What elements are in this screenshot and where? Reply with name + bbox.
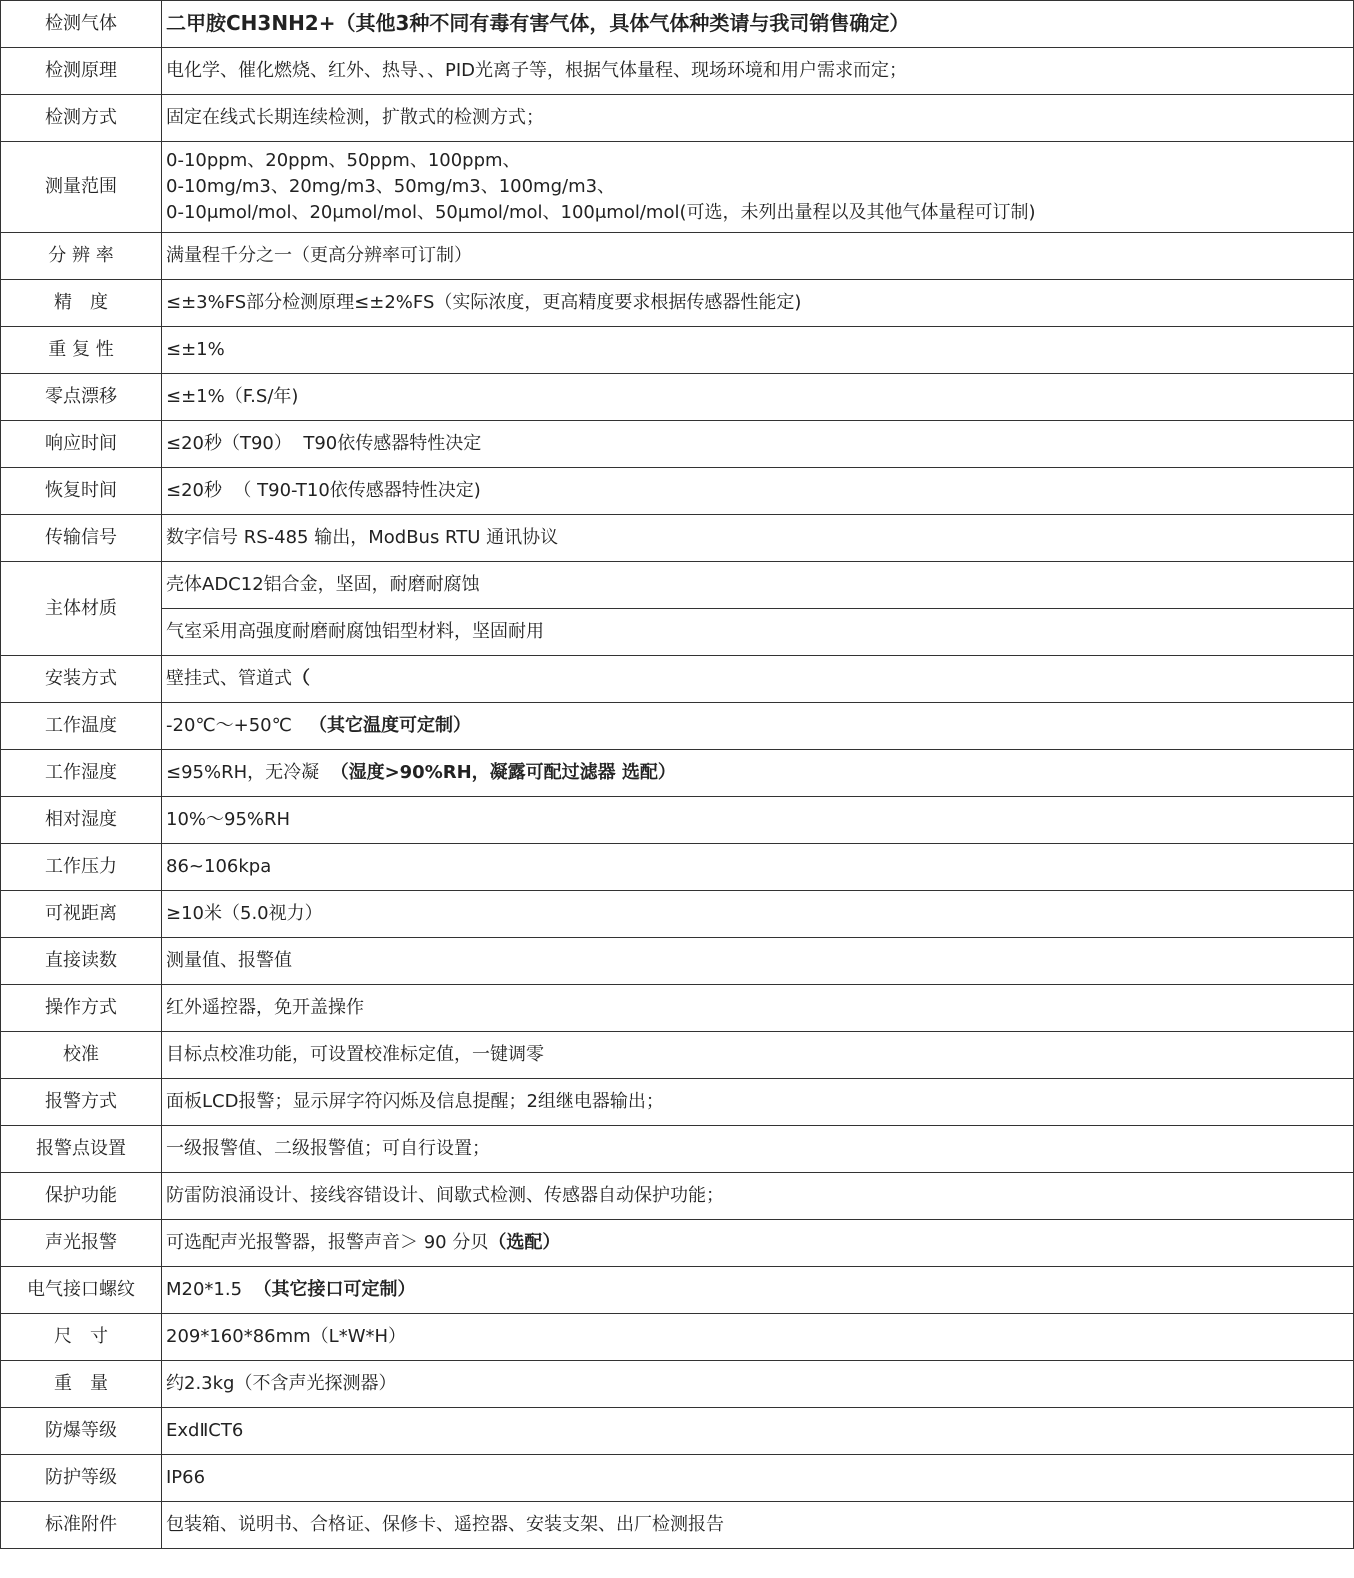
spec-row — [1, 95, 1354, 142]
spec-value-text: ≤20秒（T90） T90依传感器特性决定 — [166, 433, 482, 454]
spec-row — [1, 1173, 1354, 1220]
spec-value — [162, 985, 1354, 1032]
spec-value-text: ≤±1% — [166, 339, 225, 360]
spec-label: 报警方式 — [1, 1079, 162, 1126]
spec-row — [1, 750, 1354, 797]
spec-value-text: ≥10米（5.0视力） — [166, 903, 323, 924]
spec-row — [1, 1267, 1354, 1314]
spec-value-text: 防雷防浪涌设计、接线容错设计、间歇式检测、传感器自动保护功能； — [166, 1185, 724, 1206]
spec-row — [1, 374, 1354, 421]
spec-value — [162, 1267, 1354, 1314]
spec-label: 防护等级 — [1, 1455, 162, 1502]
spec-label: 精 度 — [1, 280, 162, 327]
spec-row — [1, 656, 1354, 703]
spec-value-text: 测量值、报警值 — [166, 950, 292, 971]
spec-label: 安装方式 — [1, 656, 162, 703]
spec-row — [1, 609, 1354, 656]
spec-value — [162, 327, 1354, 374]
spec-value-text: M20*1.5 — [166, 1279, 254, 1300]
spec-value — [162, 1126, 1354, 1173]
spec-label: 分 辨 率 — [1, 233, 162, 280]
spec-value — [162, 374, 1354, 421]
spec-value — [162, 844, 1354, 891]
spec-label: 防爆等级 — [1, 1408, 162, 1455]
spec-value — [162, 609, 1354, 656]
spec-row — [1, 797, 1354, 844]
spec-row — [1, 142, 1354, 233]
spec-row — [1, 1032, 1354, 1079]
spec-value — [162, 1173, 1354, 1220]
spec-value-text: 电化学、催化燃烧、红外、热导、、PID光离子等，根据气体量程、现场环境和用户需求而定； — [166, 60, 908, 81]
spec-label: 工作湿度 — [1, 750, 162, 797]
spec-value — [162, 1, 1354, 48]
spec-row — [1, 562, 1354, 609]
spec-row — [1, 891, 1354, 938]
spec-label: 传输信号 — [1, 515, 162, 562]
spec-value — [162, 233, 1354, 280]
spec-value — [162, 142, 1354, 233]
spec-label: 可视距离 — [1, 891, 162, 938]
spec-label: 工作压力 — [1, 844, 162, 891]
spec-row — [1, 1079, 1354, 1126]
spec-value — [162, 48, 1354, 95]
spec-value-text: 86~106kpa — [166, 856, 272, 877]
spec-row — [1, 468, 1354, 515]
spec-row — [1, 48, 1354, 95]
spec-value-text: 数字信号 RS-485 输出，ModBus RTU 通讯协议 — [166, 527, 559, 548]
spec-table-body — [1, 1, 1354, 1549]
spec-value — [162, 562, 1354, 609]
spec-value — [162, 1408, 1354, 1455]
spec-row — [1, 844, 1354, 891]
spec-row — [1, 938, 1354, 985]
spec-row — [1, 1408, 1354, 1455]
spec-label: 工作温度 — [1, 703, 162, 750]
spec-label: 响应时间 — [1, 421, 162, 468]
spec-value-text: -20℃～+50℃ — [166, 715, 309, 736]
spec-value — [162, 797, 1354, 844]
spec-value — [162, 1502, 1354, 1549]
spec-row — [1, 703, 1354, 750]
spec-value-text: 壳体ADC12铝合金，坚固，耐磨耐腐蚀 — [166, 574, 480, 595]
spec-label: 检测方式 — [1, 95, 162, 142]
spec-value — [162, 750, 1354, 797]
spec-value — [162, 703, 1354, 750]
spec-value-line: 0-10mg/m3、20mg/m3、50mg/m3、100mg/m3、 — [166, 176, 616, 197]
spec-value — [162, 1032, 1354, 1079]
spec-value — [162, 280, 1354, 327]
spec-label: 恢复时间 — [1, 468, 162, 515]
spec-label: 检测气体 — [1, 1, 162, 48]
spec-row — [1, 1314, 1354, 1361]
spec-value — [162, 1220, 1354, 1267]
spec-value-text: 目标点校准功能，可设置校准标定值，一键调零 — [166, 1044, 544, 1065]
spec-value-text: ExdⅡCT6 — [166, 1420, 244, 1441]
spec-value-text: ≤95%RH，无冷凝 — [166, 762, 331, 783]
spec-value-text: 气室采用高强度耐磨耐腐蚀铝型材料，坚固耐用 — [166, 621, 544, 642]
spec-value-text: 面板LCD报警；显示屏字符闪烁及信息提醒；2组继电器输出； — [166, 1091, 664, 1112]
spec-value-text: 包装箱、说明书、合格证、保修卡、遥控器、安装支架、出厂检测报告 — [166, 1514, 724, 1535]
spec-row — [1, 515, 1354, 562]
spec-value — [162, 468, 1354, 515]
spec-value-text: 固定在线式长期连续检测，扩散式的检测方式； — [166, 107, 544, 128]
spec-value — [162, 1314, 1354, 1361]
spec-label: 零点漂移 — [1, 374, 162, 421]
spec-row — [1, 1220, 1354, 1267]
spec-label: 声光报警 — [1, 1220, 162, 1267]
spec-value-text: 壁挂式、管道式 — [166, 668, 292, 689]
spec-value-bold-text: （其它接口可定制） — [253, 1279, 416, 1300]
spec-row — [1, 1455, 1354, 1502]
spec-value-bold-text: （其它温度可定制） — [308, 715, 471, 736]
spec-label: 重 复 性 — [1, 327, 162, 374]
spec-value — [162, 1455, 1354, 1502]
spec-label: 标准附件 — [1, 1502, 162, 1549]
spec-value — [162, 1079, 1354, 1126]
spec-label: 尺 寸 — [1, 1314, 162, 1361]
spec-value-text: 209*160*86mm（L*W*H） — [166, 1326, 407, 1347]
spec-value-line: 0-10ppm、20ppm、50ppm、100ppm、 — [166, 150, 521, 171]
spec-row — [1, 280, 1354, 327]
spec-label: 测量范围 — [1, 142, 162, 233]
spec-value-text: 一级报警值、二级报警值；可自行设置； — [166, 1138, 490, 1159]
spec-row — [1, 233, 1354, 280]
spec-label: 主体材质 — [1, 562, 162, 656]
spec-label: 操作方式 — [1, 985, 162, 1032]
spec-row — [1, 1, 1354, 48]
spec-value — [162, 95, 1354, 142]
spec-value-line: 0-10μmol/mol、20μmol/mol、50μmol/mol、100μmol/mol(可选，未列出量程以及其他气体量程可订制) — [166, 202, 1036, 223]
spec-value-text: 10%～95%RH — [166, 809, 291, 830]
spec-value — [162, 656, 1354, 703]
spec-value-bold-text: （选配） — [488, 1232, 561, 1253]
spec-value-text: IP66 — [166, 1467, 206, 1488]
spec-value-bold-text: （ — [292, 668, 310, 689]
spec-label: 电气接口螺纹 — [1, 1267, 162, 1314]
spec-row — [1, 985, 1354, 1032]
spec-value-text: ≤±1%（F.S/年) — [166, 386, 299, 407]
spec-label: 校准 — [1, 1032, 162, 1079]
spec-value — [162, 891, 1354, 938]
spec-value — [162, 515, 1354, 562]
spec-value-text: 满量程千分之一（更高分辨率可订制） — [166, 245, 472, 266]
spec-value-bold-text: 二甲胺CH3NH2+（其他3种不同有毒有害气体，具体气体种类请与我司销售确定） — [166, 11, 910, 35]
spec-label: 重 量 — [1, 1361, 162, 1408]
spec-value-text: 红外遥控器，免开盖操作 — [166, 997, 364, 1018]
spec-row — [1, 1126, 1354, 1173]
spec-label: 相对湿度 — [1, 797, 162, 844]
spec-row — [1, 1361, 1354, 1408]
spec-value-text: ≤20秒 （ T90-T10依传感器特性决定) — [166, 480, 481, 501]
spec-value-text: ≤±3%FS部分检测原理≤±2%FS（实际浓度，更高精度要求根据传感器性能定) — [166, 292, 802, 313]
spec-label: 检测原理 — [1, 48, 162, 95]
spec-value — [162, 421, 1354, 468]
spec-value — [162, 938, 1354, 985]
spec-row — [1, 327, 1354, 374]
spec-row — [1, 421, 1354, 468]
spec-value-bold-text: （湿度>90%RH，凝露可配过滤器 选配） — [330, 762, 676, 783]
spec-label: 报警点设置 — [1, 1126, 162, 1173]
spec-label: 直接读数 — [1, 938, 162, 985]
spec-row — [1, 1502, 1354, 1549]
spec-label: 保护功能 — [1, 1173, 162, 1220]
spec-value-text: 约2.3kg（不含声光探测器） — [166, 1373, 397, 1394]
spec-value-text: 可选配声光报警器，报警声音＞ 90 分贝 — [166, 1232, 489, 1253]
spec-value — [162, 1361, 1354, 1408]
